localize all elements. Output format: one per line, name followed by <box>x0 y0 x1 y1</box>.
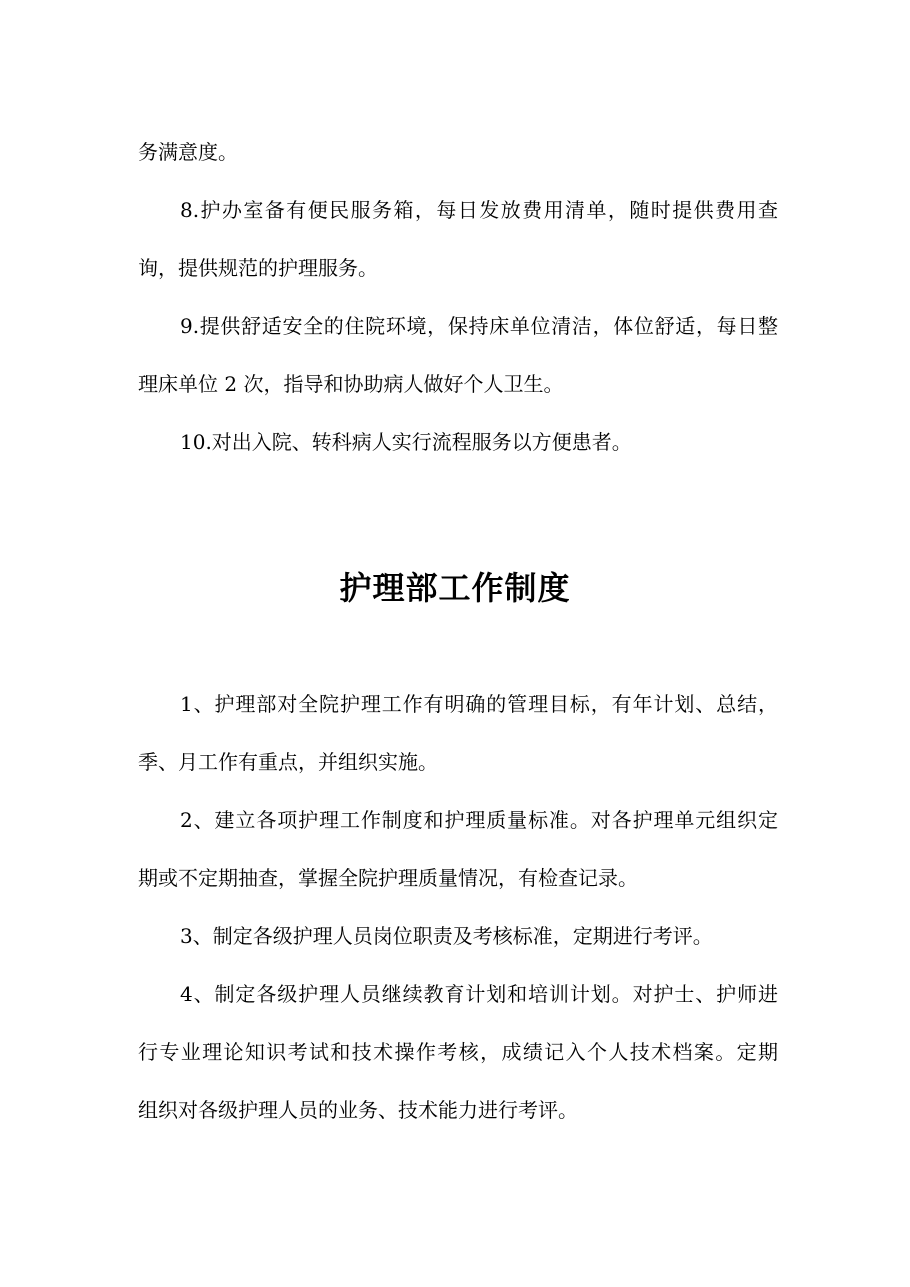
section-title: 护理部工作制度 <box>339 569 571 607</box>
paragraph-line: 期或不定期抽查，掌握全院护理质量情况，有检查记录。 <box>138 866 638 890</box>
paragraph-line: 1、护理部对全院护理工作有明确的管理目标，有年计划、总结， <box>180 692 778 716</box>
paragraph-line: 务满意度。 <box>138 140 238 164</box>
paragraph-line: 季、月工作有重点，并组织实施。 <box>138 750 438 774</box>
paragraph-line: 9.提供舒适安全的住院环境，保持床单位清洁，体位舒适，每日整 <box>180 314 778 338</box>
paragraph-line: 3、制定各级护理人员岗位职责及考核标准，定期进行考评。 <box>180 924 713 948</box>
paragraph-line: 询，提供规范的护理服务。 <box>138 256 378 280</box>
paragraph-line: 2、建立各项护理工作制度和护理质量标准。对各护理单元组织定 <box>180 808 778 832</box>
paragraph-line: 8.护办室备有便民服务箱，每日发放费用清单，随时提供费用查 <box>180 198 778 222</box>
paragraph-line: 组织对各级护理人员的业务、技术能力进行考评。 <box>138 1098 578 1122</box>
paragraph-line: 行专业理论知识考试和技术操作考核，成绩记入个人技术档案。定期 <box>138 1040 778 1064</box>
paragraph-line: 10.对出入院、转科病人实行流程服务以方便患者。 <box>180 430 632 454</box>
paragraph-line: 理床单位 2 次，指导和协助病人做好个人卫生。 <box>138 372 564 396</box>
paragraph-line: 4、制定各级护理人员继续教育计划和培训计划。对护士、护师进 <box>180 982 778 1006</box>
